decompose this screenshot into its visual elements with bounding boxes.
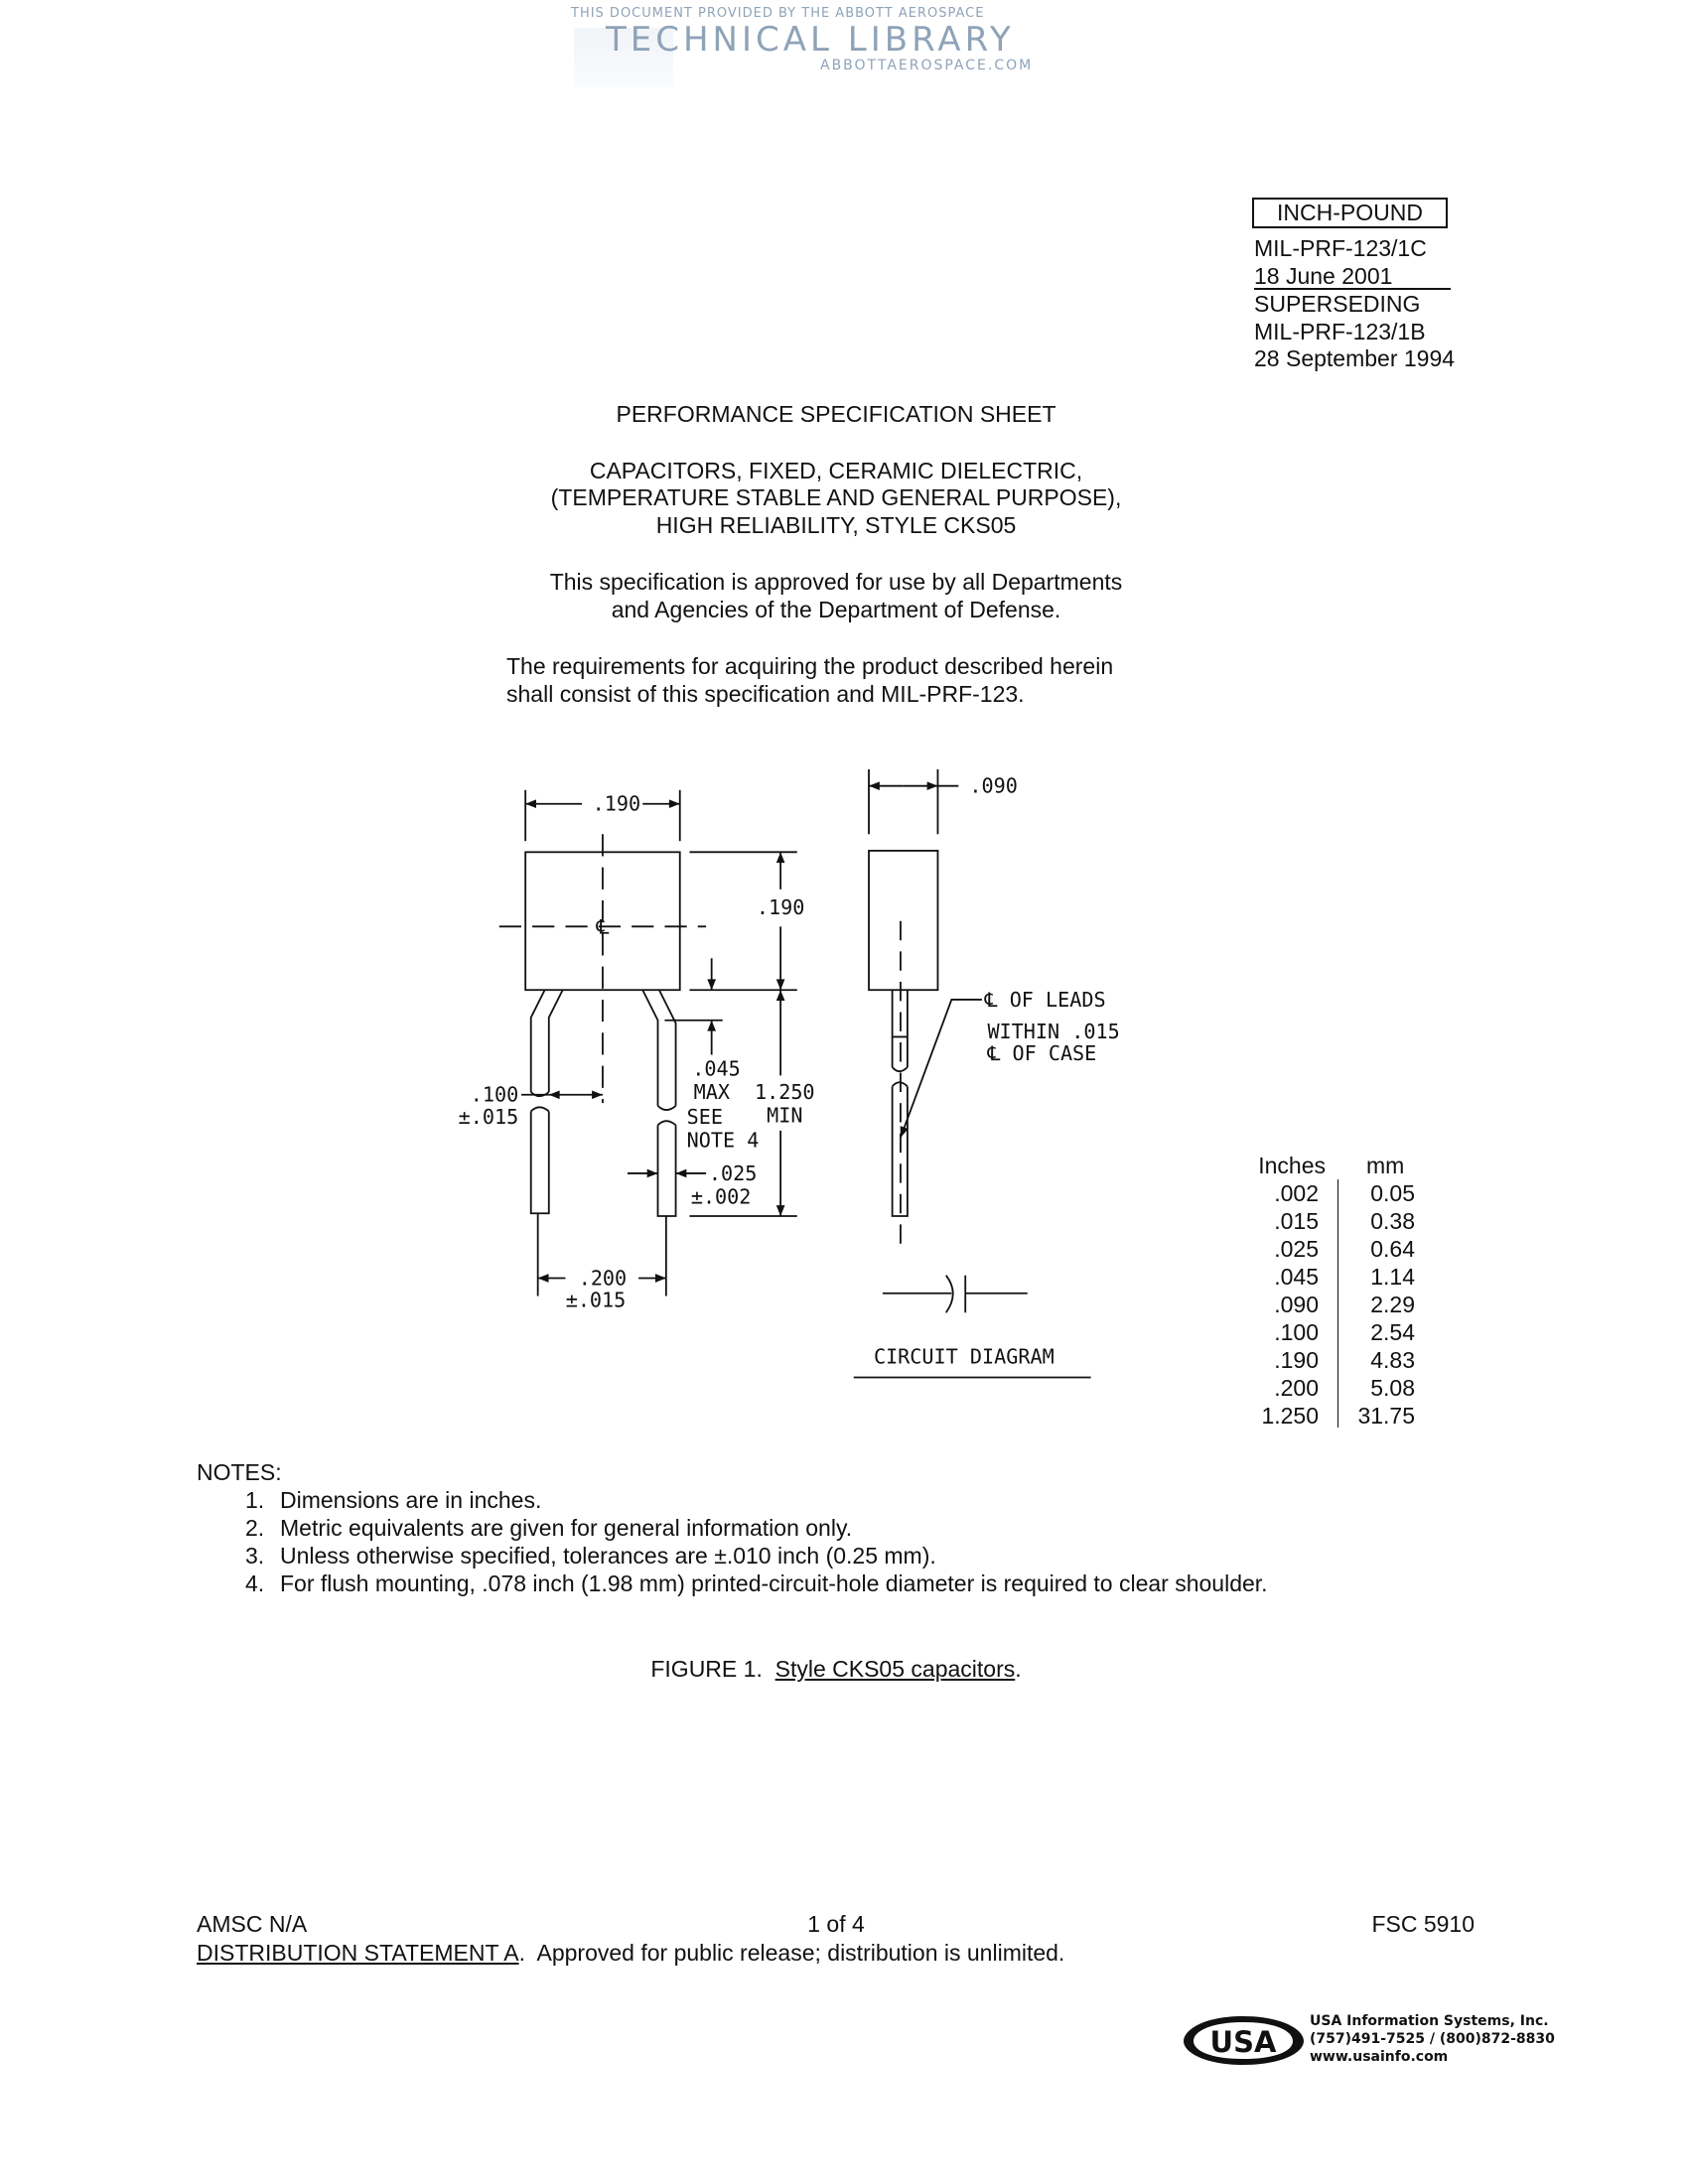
previous-doc-number: MIL-PRF-123/1B <box>1254 319 1426 344</box>
approval-line-2: and Agencies of the Department of Defense. <box>611 597 1061 622</box>
distribution-label: DISTRIBUTION STATEMENT A <box>197 1940 519 1966</box>
dim-shoulder-max: MAX <box>693 1079 730 1104</box>
table-cell-inches: .015 <box>1274 1208 1319 1234</box>
dim-shoulder: .045 <box>692 1056 741 1081</box>
dim-height: .190 <box>756 894 805 919</box>
note-number: 2. <box>245 1515 265 1541</box>
previous-doc-date: 28 September 1994 <box>1254 345 1456 371</box>
vendor-name: USA Information Systems, Inc. <box>1310 2013 1549 2029</box>
inch-pound-box: INCH-POUND <box>1252 198 1448 228</box>
distribution-statement <box>197 1939 1064 1967</box>
table-cell-inches: .002 <box>1274 1180 1319 1206</box>
circuit-diagram-label: CIRCUIT DIAGRAM <box>873 1344 1055 1369</box>
fsc-label: FSC 5910 <box>1371 1911 1475 1937</box>
requirements-line-2: shall consist of this specification and MIL-PRF-123. <box>506 681 1025 707</box>
table-cell-mm: 4.83 <box>1370 1347 1415 1373</box>
capacitor-symbol-icon <box>883 1276 1028 1313</box>
table-cell-inches: 1.250 <box>1261 1403 1319 1429</box>
dim-lead-offset-tol: ±.015 <box>458 1104 519 1129</box>
cl-leads-label: ℄ OF LEADS <box>984 987 1106 1012</box>
title-line-3: HIGH RELIABILITY, STYLE CKS05 <box>655 512 1017 538</box>
dim-length: 1.250 <box>754 1079 815 1104</box>
capacitor-body-side <box>869 851 937 990</box>
note-number: 1. <box>245 1487 265 1513</box>
notes-heading: NOTES: <box>197 1459 282 1485</box>
figure-caption-text: Style CKS05 capacitors <box>774 1656 1016 1682</box>
note-number: 3. <box>245 1543 265 1569</box>
table-cell-inches: .190 <box>1274 1347 1319 1373</box>
note4-label: NOTE 4 <box>686 1128 760 1153</box>
table-cell-inches: .090 <box>1274 1292 1319 1317</box>
vendor-phone: (757)491-7525 / (800)872-8830 <box>1310 2031 1555 2047</box>
doc-number: MIL-PRF-123/1C <box>1254 235 1427 261</box>
table-cell-inches: .045 <box>1274 1264 1319 1290</box>
usa-logo-text: USA <box>1209 2025 1277 2059</box>
usa-logo <box>1182 2013 1306 2069</box>
centerline-symbol: ℄ <box>596 914 610 939</box>
left-lead <box>531 990 563 1213</box>
dim-lead-offset: .100 <box>470 1082 519 1107</box>
table-cell-mm: 0.38 <box>1370 1208 1415 1234</box>
dim-thickness: .090 <box>969 773 1018 798</box>
table-cell-inches: .200 <box>1274 1375 1319 1401</box>
table-cell-mm: 0.64 <box>1370 1236 1415 1262</box>
watermark-line3: ABBOTTAEROSPACE.COM <box>820 58 1034 73</box>
dim-spacing: .200 <box>578 1266 628 1291</box>
cl-case-label: ℄ OF CASE <box>987 1041 1097 1066</box>
within-label: WITHIN .015 <box>987 1019 1120 1043</box>
table-cell-mm: 0.05 <box>1370 1180 1415 1206</box>
table-cell-mm: 1.14 <box>1370 1264 1415 1290</box>
note-item: Metric equivalents are given for general information only. <box>280 1515 853 1541</box>
see-label: SEE <box>686 1104 724 1129</box>
watermark-line2: TECHNICAL LIBRARY <box>606 20 1015 60</box>
distribution-text: . Approved for public release; distribution is unlimited. <box>518 1940 1065 1966</box>
doc-date: 18 June 2001 <box>1254 263 1393 289</box>
table-cell-mm: 2.54 <box>1370 1319 1415 1345</box>
figure-period: . <box>1015 1656 1022 1682</box>
dim-spacing-tol: ±.015 <box>565 1288 627 1312</box>
figure-label: FIGURE 1. <box>650 1656 763 1682</box>
title-line-1: CAPACITORS, FIXED, CERAMIC DIELECTRIC, <box>589 458 1083 483</box>
watermark-line1: THIS DOCUMENT PROVIDED BY THE ABBOTT AEROSPACE <box>571 6 985 21</box>
vendor-web[interactable]: www.usainfo.com <box>1310 2049 1449 2065</box>
requirements-line-1: The requirements for acquiring the product described herein <box>506 653 1114 679</box>
table-cell-inches: .025 <box>1274 1236 1319 1262</box>
note-item: Unless otherwise specified, tolerances are ±.010 inch (0.25 mm). <box>280 1543 936 1569</box>
dim-width-top: .190 <box>592 791 641 816</box>
dim-lead-dia: .025 <box>708 1160 758 1185</box>
header-mm: mm <box>1366 1153 1405 1178</box>
note-item: For flush mounting, .078 inch (1.98 mm) printed-circuit-hole diameter is required to clear shoulder. <box>280 1570 1268 1596</box>
sheet-title: PERFORMANCE SPECIFICATION SHEET <box>616 401 1056 427</box>
dim-length-min: MIN <box>767 1103 803 1128</box>
table-cell-inches: .100 <box>1274 1319 1319 1345</box>
note-item: Dimensions are in inches. <box>280 1487 542 1513</box>
note-number: 4. <box>245 1570 265 1596</box>
title-line-2: (TEMPERATURE STABLE AND GENERAL PURPOSE), <box>550 484 1122 510</box>
amsc-label: AMSC N/A <box>197 1911 308 1937</box>
figure-caption <box>650 1655 1021 1683</box>
table-cell-mm: 5.08 <box>1370 1375 1415 1401</box>
approval-line-1: This specification is approved for use by all Departments <box>549 569 1123 595</box>
table-divider <box>1337 1179 1338 1428</box>
dim-lead-dia-tol: ±.002 <box>690 1184 752 1209</box>
superseding-label: SUPERSEDING <box>1254 291 1421 317</box>
page-number: 1 of 4 <box>807 1911 865 1937</box>
header-inches: Inches <box>1258 1153 1326 1178</box>
right-lead <box>642 990 675 1216</box>
table-cell-mm: 2.29 <box>1370 1292 1415 1317</box>
table-cell-mm: 31.75 <box>1357 1403 1415 1429</box>
